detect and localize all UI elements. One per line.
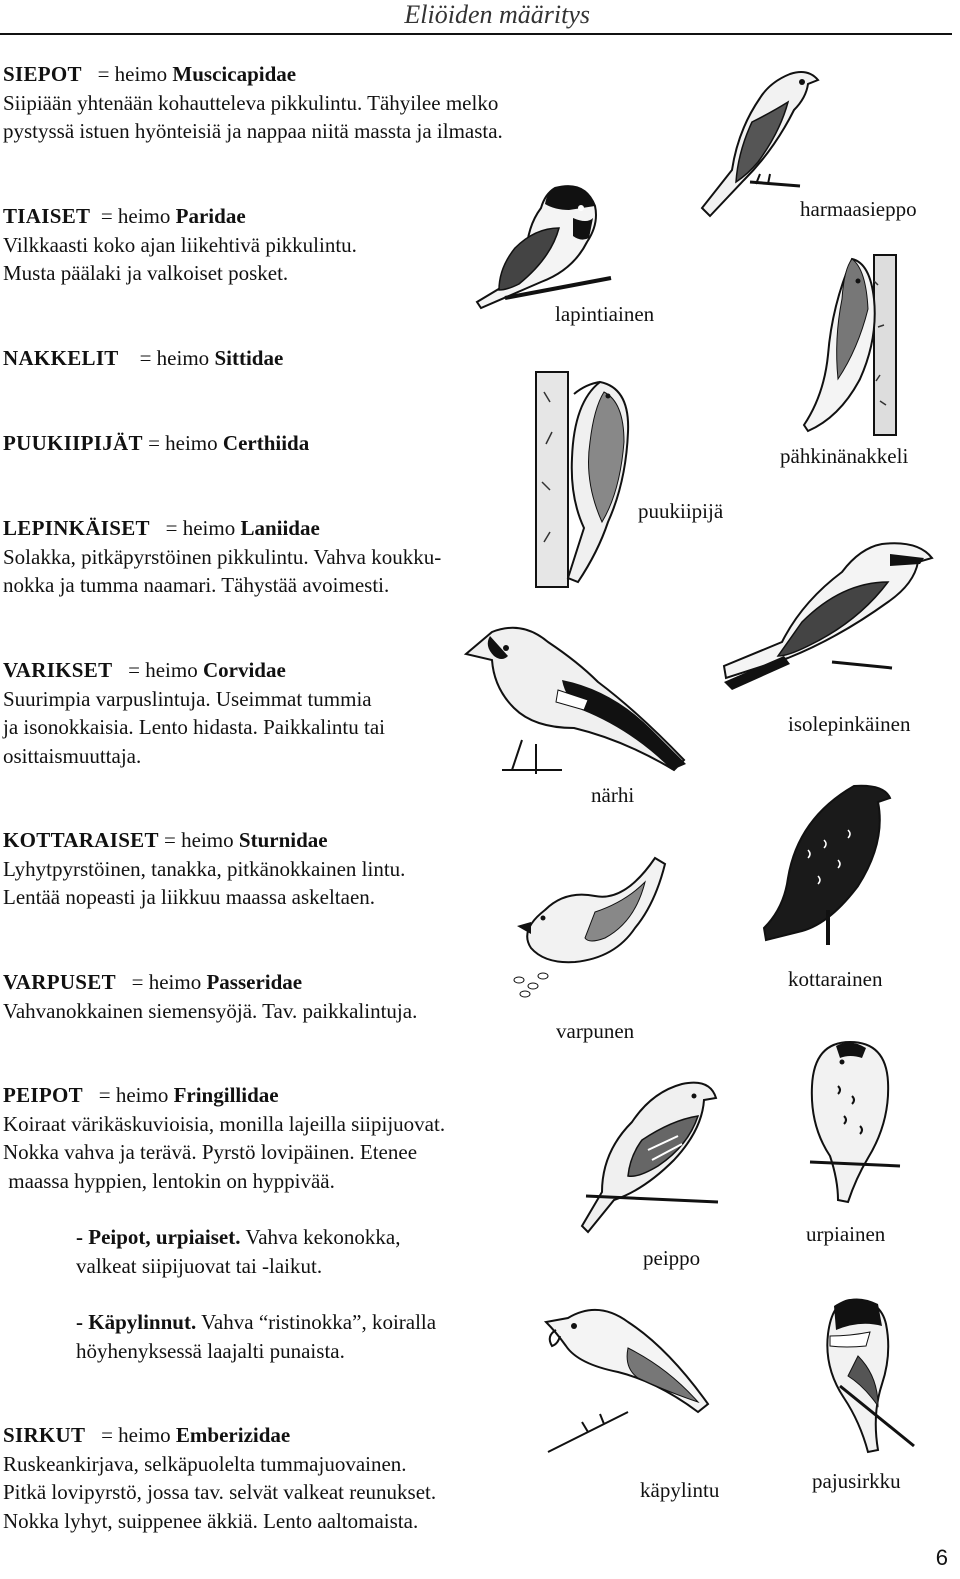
- family-name: SIEPOT: [3, 62, 82, 86]
- family-eq: = heimo: [131, 970, 202, 994]
- family-name: LEPINKÄISET: [3, 516, 150, 540]
- family-eq: = heimo: [139, 346, 210, 370]
- family-name: VARIKSET: [3, 658, 113, 682]
- subsection-peipot-urpiaiset: [76, 1223, 400, 1280]
- caption-urpiainen: urpiainen: [806, 1222, 886, 1246]
- caption-isolepinkainen: isolepinkäinen: [788, 712, 911, 736]
- family-latin: Laniidae: [240, 516, 320, 540]
- family-latin: Corvidae: [202, 658, 286, 682]
- family-eq: = heimo: [98, 1083, 169, 1107]
- section-varikset: [3, 656, 385, 770]
- section-peipot: [3, 1081, 445, 1195]
- family-latin: Sturnidae: [238, 828, 328, 852]
- description-line: Suurimpia varpuslintuja. Useimmat tummia: [3, 686, 372, 711]
- family-latin: Sittidae: [214, 346, 284, 370]
- description-line: Vahvanokkainen siemensyöjä. Tav. paikkalintuja.: [3, 998, 418, 1023]
- family-latin: Paridae: [175, 204, 246, 228]
- description-line: Pitkä lovipyrstö, jossa tav. selvät valkeat reunukset.: [3, 1480, 437, 1504]
- family-eq: = heimo: [164, 828, 234, 852]
- family-eq: = heimo: [101, 1423, 171, 1447]
- family-name: PUUKIIPIJÄT: [3, 431, 143, 455]
- family-latin: Emberizidae: [175, 1423, 291, 1447]
- description-line: Lentää nopeasti ja liikkuu maassa askeltaen.: [3, 885, 376, 909]
- family-eq: = heimo: [128, 658, 198, 682]
- page-header: [0, 0, 952, 35]
- description-line: Lyhytpyrstöinen, tanakka, pitkänokkainen lintu.: [3, 856, 406, 881]
- description-line: Vilkkaasti koko ajan liikehtivä pikkulintu.: [3, 232, 357, 257]
- caption-narhi: närhi: [591, 783, 635, 807]
- description-line: Koiraat värikäskuvioisia, monilla lajeilla siipijuovat.: [3, 1111, 446, 1136]
- kottarainen-illustration: [758, 780, 898, 945]
- description-line: Nokka vahva ja terävä. Pyrstö lovipäinen. Etenee: [3, 1140, 418, 1164]
- family-name: KOTTARAISET: [3, 828, 159, 852]
- narhi-illustration: [462, 620, 692, 782]
- description-line: pystyssä istuen hyönteisiä ja nappaa niitä massta ja ilmasta.: [3, 119, 503, 143]
- section-siepot: [3, 60, 503, 146]
- caption-pahkinanakkeli: pähkinänakkeli: [780, 444, 909, 468]
- family-eq: = heimo: [97, 62, 168, 86]
- lapintiainen-illustration: [455, 178, 615, 313]
- family-latin: Passeridae: [206, 970, 303, 994]
- description-line: Musta päälaki ja valkoiset posket.: [3, 261, 289, 285]
- caption-pajusirkku: pajusirkku: [812, 1469, 901, 1493]
- description-line: höyhenyksessä laajalti punaista.: [76, 1338, 345, 1363]
- peippo-illustration: [582, 1076, 722, 1234]
- section-lepinkaiset: [3, 514, 441, 600]
- family-eq: = heimo: [100, 204, 171, 228]
- section-kottaraiset: [3, 826, 405, 912]
- family-name: PEIPOT: [3, 1083, 83, 1107]
- section-puukiipijat: [3, 429, 309, 458]
- caption-peippo: peippo: [643, 1246, 701, 1270]
- header-title: Eliöiden määritys: [404, 0, 590, 29]
- caption-lapintiainen: lapintiainen: [555, 302, 655, 326]
- description-line: osittaismuuttaja.: [3, 743, 142, 768]
- family-latin: Fringillidae: [173, 1083, 279, 1107]
- subsection-text: Vahva kekonokka,: [240, 1225, 401, 1249]
- puukiipija-illustration: [530, 372, 640, 587]
- family-name: NAKKELIT: [3, 346, 119, 370]
- family-name: VARPUSET: [3, 970, 116, 994]
- family-eq: = heimo: [165, 516, 236, 540]
- pahkinanakkeli-illustration: [786, 255, 906, 435]
- family-latin: Muscicapidae: [172, 62, 297, 86]
- caption-kapylintu: käpylintu: [640, 1478, 720, 1502]
- family-latin: Certhiida: [222, 431, 310, 455]
- description-line: Ruskeankirjava, selkäpuolelta tummajuovainen.: [3, 1451, 407, 1476]
- description-line: Solakka, pitkäpyrstöinen pikkulintu. Vahva koukku-: [3, 544, 442, 569]
- section-nakkelit: [3, 344, 283, 373]
- caption-kottarainen: kottarainen: [788, 967, 883, 991]
- page-number: 6: [935, 1545, 948, 1570]
- family-eq: = heimo: [148, 431, 218, 455]
- description-line: valkeat siipijuovat tai -laikut.: [76, 1253, 323, 1278]
- description-line: ja isonokkaisia. Lento hidasta. Paikkalintu tai: [3, 715, 386, 739]
- description-line: maassa hyppien, lentokin on hyppivää.: [3, 1168, 335, 1193]
- subsection-lead: - Käpylinnut.: [76, 1310, 197, 1334]
- description-line: nokka ja tumma naamari. Tähystää avoimesti.: [3, 573, 390, 597]
- family-name: TIAISET: [3, 204, 91, 228]
- caption-puukiipija: puukiipijä: [638, 499, 724, 523]
- family-name: SIRKUT: [3, 1423, 86, 1447]
- varpunen-illustration: [505, 852, 675, 1002]
- caption-varpunen: varpunen: [556, 1019, 635, 1043]
- description-line: Siipiään yhtenään kohautteleva pikkulintu. Tähyilee melko: [3, 90, 499, 115]
- section-sirkut: [3, 1421, 436, 1535]
- urpiainen-illustration: [790, 1036, 910, 1204]
- subsection-lead: - Peipot, urpiaiset.: [76, 1225, 241, 1249]
- isolepinkainen-illustration: [722, 538, 937, 688]
- subsection-text: Vahva “ristinokka”, koiralla: [196, 1310, 437, 1334]
- description-line: Nokka lyhyt, suippenee äkkiä. Lento aaltomaista.: [3, 1508, 419, 1533]
- section-varpuset: [3, 968, 417, 1025]
- kapylintu-illustration: [528, 1302, 718, 1462]
- subsection-kapylinnut: [76, 1308, 436, 1365]
- pajusirkku-illustration: [810, 1296, 920, 1456]
- caption-harmaasieppo: harmaasieppo: [800, 197, 917, 221]
- section-tiaiset: [3, 202, 357, 288]
